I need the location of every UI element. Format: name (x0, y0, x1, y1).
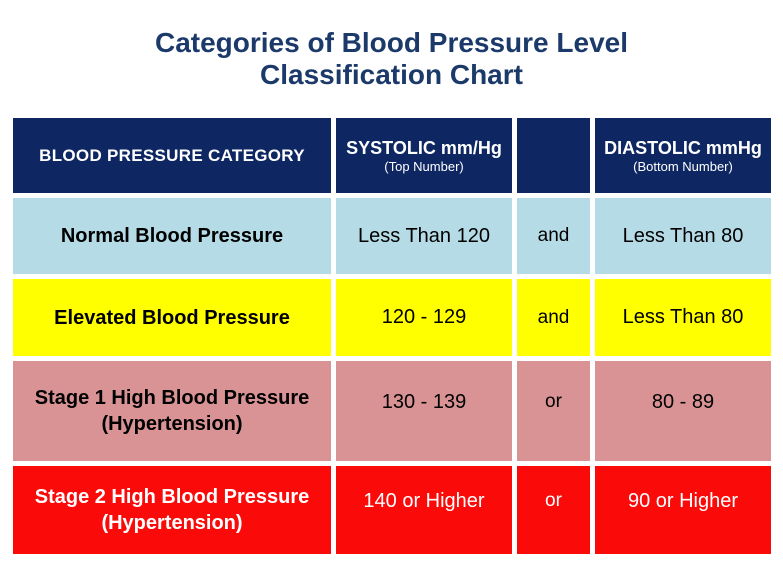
header-systolic-cell (336, 118, 512, 193)
row-normal-category-cell (13, 198, 331, 274)
header-category-cell: BLOOD PRESSURE CATEGORY (13, 118, 331, 193)
row-normal-systolic-cell: Less Than 120 (336, 198, 512, 274)
header-diastolic-cell (595, 118, 771, 193)
row-stage1-category-label: Stage 1 High Blood Pressure (34, 387, 310, 409)
row-stage1-category-cell (13, 361, 331, 461)
row-stage1-systolic-cell: 130 - 139 (336, 361, 512, 461)
row-stage1-category-label2: (Hypertension) (101, 413, 243, 435)
row-elevated-category-cell (13, 279, 331, 356)
chart-title-line1: Categories of Blood Pressure Level (154, 27, 629, 58)
row-stage2-connector-cell: or (517, 466, 590, 554)
row-stage2-category-cell (13, 466, 331, 554)
header-diastolic-label: DIASTOLIC mmHg (604, 137, 762, 158)
chart-title (0, 0, 783, 118)
header-diastolic-sublabel: (Bottom Number) (633, 158, 733, 174)
chart-title-line2: Classification Chart (260, 59, 523, 90)
row-stage2-category-label: Stage 2 High Blood Pressure (34, 486, 310, 508)
header-connector-cell (517, 118, 590, 193)
row-stage2-category-label2: (Hypertension) (101, 512, 243, 534)
header-systolic-label: SYSTOLIC mm/Hg (346, 137, 502, 158)
row-normal-connector-cell: and (517, 198, 590, 274)
row-stage1-connector-cell: or (517, 361, 590, 461)
blood-pressure-table (13, 118, 771, 554)
row-stage1-diastolic-cell: 80 - 89 (595, 361, 771, 461)
row-elevated-diastolic-cell: Less Than 80 (595, 279, 771, 356)
header-systolic-sublabel: (Top Number) (384, 158, 464, 174)
row-stage2-diastolic-cell: 90 or Higher (595, 466, 771, 554)
row-elevated-systolic-cell: 120 - 129 (336, 279, 512, 356)
row-normal-category-label: Normal Blood Pressure (60, 225, 284, 247)
row-elevated-category-label: Elevated Blood Pressure (54, 306, 290, 329)
row-normal-diastolic-cell: Less Than 80 (595, 198, 771, 274)
row-elevated-connector-cell: and (517, 279, 590, 356)
row-stage2-systolic-cell: 140 or Higher (336, 466, 512, 554)
